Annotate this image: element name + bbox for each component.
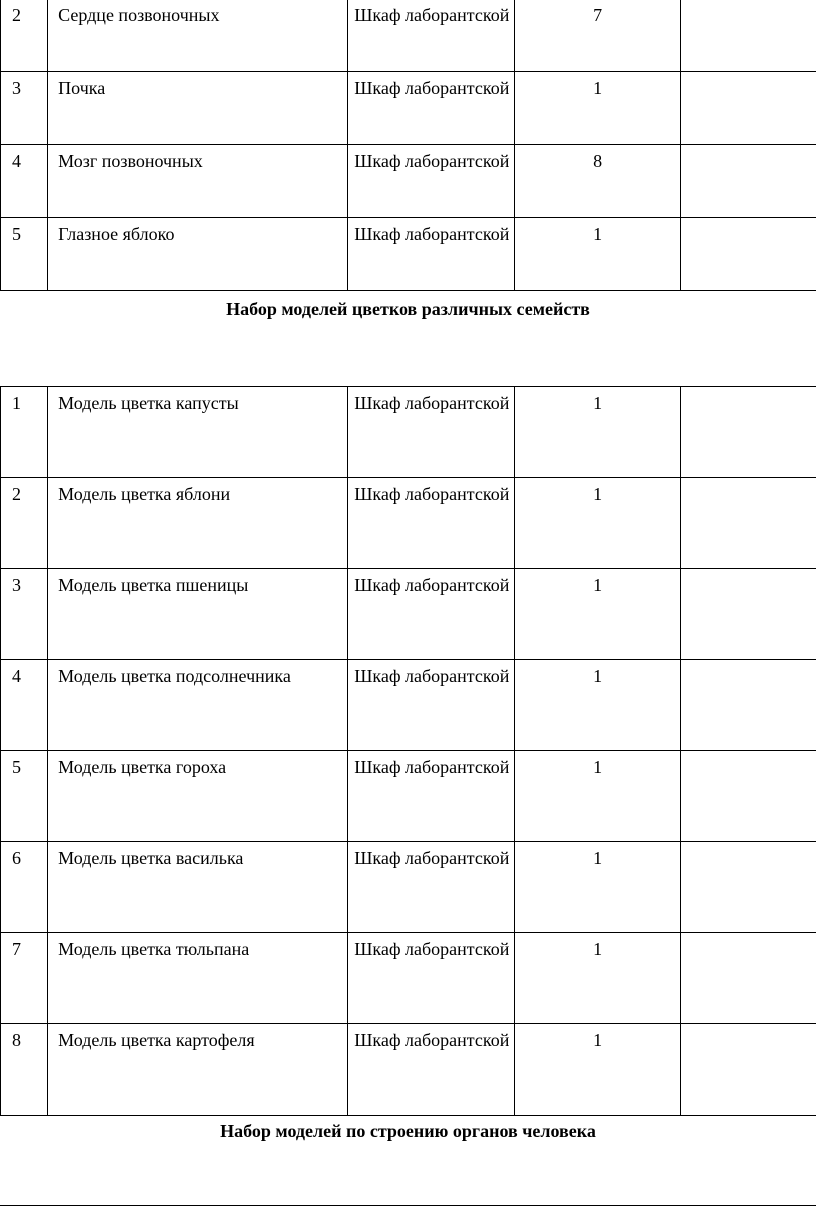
item-name-cell-text: Мозг позвоночных	[58, 151, 203, 171]
note-cell	[681, 569, 816, 660]
note-cell	[681, 933, 816, 1024]
table-row	[1, 387, 816, 478]
note-cell	[681, 387, 816, 478]
quantity-cell	[514, 842, 681, 933]
quantity-cell-text: 7	[593, 5, 603, 25]
section-heading-flower-models: Набор моделей цветков различных семейств	[226, 299, 590, 319]
row-number-cell-text: 8	[12, 1030, 21, 1050]
inventory-table-flower-models	[0, 386, 816, 1116]
item-name-cell	[48, 145, 348, 218]
quantity-cell-text: 1	[593, 484, 603, 504]
note-cell	[681, 0, 816, 72]
row-number-cell	[1, 569, 48, 660]
item-name-cell	[48, 478, 348, 569]
quantity-cell	[514, 751, 681, 842]
row-number-cell-text: 5	[12, 224, 21, 244]
quantity-cell	[514, 0, 681, 72]
item-name-cell-text: Модель цветка тюльпана	[58, 939, 250, 959]
quantity-cell	[514, 387, 681, 478]
storage-location-cell	[348, 660, 515, 751]
storage-location-cell	[348, 842, 515, 933]
note-cell	[681, 842, 816, 933]
quantity-cell-text: 1	[593, 393, 603, 413]
table-row	[1, 751, 816, 842]
item-name-cell	[48, 569, 348, 660]
item-name-cell	[48, 218, 348, 291]
storage-location-cell	[348, 478, 515, 569]
table-row	[1, 0, 816, 72]
item-name-cell	[48, 751, 348, 842]
storage-location-cell	[348, 1024, 515, 1116]
quantity-cell-text: 1	[593, 78, 603, 98]
storage-location-cell-text: Шкаф лаборантской	[354, 484, 510, 504]
table-top-border	[0, 1205, 816, 1206]
table-row	[1, 660, 816, 751]
storage-location-cell-text: Шкаф лаборантской	[354, 848, 510, 868]
note-cell	[681, 218, 816, 291]
table-row	[1, 145, 816, 218]
quantity-cell-text: 1	[593, 666, 603, 686]
row-number-cell-text: 3	[12, 78, 21, 98]
item-name-cell-text: Сердце позвоночных	[58, 5, 220, 25]
item-name-cell-text: Модель цветка гороха	[58, 757, 227, 777]
quantity-cell-text: 1	[593, 575, 603, 595]
item-name-cell-text: Модель цветка яблони	[58, 484, 231, 504]
row-number-cell	[1, 478, 48, 569]
item-name-cell-text: Модель цветка пшеницы	[58, 575, 249, 595]
note-cell	[681, 145, 816, 218]
storage-location-cell	[348, 218, 515, 291]
row-number-cell-text: 6	[12, 848, 21, 868]
row-number-cell-text: 4	[12, 151, 21, 171]
quantity-cell-text: 1	[593, 939, 603, 959]
table-row	[1, 478, 816, 569]
item-name-cell-text: Модель цветка василька	[58, 848, 244, 868]
item-name-cell	[48, 660, 348, 751]
storage-location-cell	[348, 569, 515, 660]
table-row	[1, 1024, 816, 1116]
quantity-cell-text: 8	[593, 151, 603, 171]
item-name-cell-text: Почка	[58, 78, 106, 98]
quantity-cell-text: 1	[593, 757, 603, 777]
quantity-cell	[514, 569, 681, 660]
row-number-cell-text: 1	[12, 393, 21, 413]
quantity-cell	[514, 218, 681, 291]
storage-location-cell-text: Шкаф лаборантской	[354, 151, 510, 171]
item-name-cell-text: Модель цветка капусты	[58, 393, 239, 413]
storage-location-cell-text: Шкаф лаборантской	[354, 666, 510, 686]
note-cell	[681, 660, 816, 751]
item-name-cell	[48, 933, 348, 1024]
note-cell	[681, 72, 816, 145]
quantity-cell-text: 1	[593, 224, 603, 244]
row-number-cell	[1, 145, 48, 218]
row-number-cell-text: 2	[12, 5, 21, 25]
quantity-cell	[514, 933, 681, 1024]
inventory-table-vertebrate-organs	[0, 0, 816, 291]
row-number-cell	[1, 842, 48, 933]
section-heading-human-organ-models: Набор моделей по строению органов человека	[220, 1121, 596, 1141]
row-number-cell	[1, 933, 48, 1024]
quantity-cell-text: 1	[593, 848, 603, 868]
item-name-cell-text: Модель цветка картофеля	[58, 1030, 255, 1050]
storage-location-cell-text: Шкаф лаборантской	[354, 393, 510, 413]
quantity-cell-text: 1	[593, 1030, 603, 1050]
row-number-cell	[1, 0, 48, 72]
storage-location-cell-text: Шкаф лаборантской	[354, 224, 510, 244]
storage-location-cell-text: Шкаф лаборантской	[354, 757, 510, 777]
storage-location-cell	[348, 145, 515, 218]
storage-location-cell	[348, 751, 515, 842]
storage-location-cell	[348, 0, 515, 72]
row-number-cell-text: 3	[12, 575, 21, 595]
row-number-cell	[1, 660, 48, 751]
row-number-cell-text: 5	[12, 757, 21, 777]
row-number-cell	[1, 1024, 48, 1116]
storage-location-cell-text: Шкаф лаборантской	[354, 78, 510, 98]
quantity-cell	[514, 72, 681, 145]
quantity-cell	[514, 660, 681, 751]
row-number-cell	[1, 751, 48, 842]
item-name-cell	[48, 387, 348, 478]
row-number-cell-text: 7	[12, 939, 21, 959]
row-number-cell	[1, 72, 48, 145]
table-row	[1, 218, 816, 291]
item-name-cell	[48, 842, 348, 933]
table-row	[1, 933, 816, 1024]
item-name-cell	[48, 1024, 348, 1116]
note-cell	[681, 478, 816, 569]
inventory-table-body	[1, 0, 816, 291]
table-row	[1, 569, 816, 660]
storage-location-cell	[348, 933, 515, 1024]
row-number-cell-text: 2	[12, 484, 21, 504]
item-name-cell-text: Глазное яблоко	[58, 224, 175, 244]
storage-location-cell	[348, 72, 515, 145]
item-name-cell	[48, 72, 348, 145]
storage-location-cell	[348, 387, 515, 478]
quantity-cell	[514, 1024, 681, 1116]
note-cell	[681, 751, 816, 842]
item-name-cell-text: Модель цветка подсолнечника	[58, 666, 291, 686]
quantity-cell	[514, 478, 681, 569]
storage-location-cell-text: Шкаф лаборантской	[354, 575, 510, 595]
row-number-cell	[1, 387, 48, 478]
storage-location-cell-text: Шкаф лаборантской	[354, 1030, 510, 1050]
storage-location-cell-text: Шкаф лаборантской	[354, 5, 510, 25]
inventory-table-body	[1, 387, 816, 1116]
note-cell	[681, 1024, 816, 1116]
table-row	[1, 842, 816, 933]
item-name-cell	[48, 0, 348, 72]
quantity-cell	[514, 145, 681, 218]
table-row	[1, 72, 816, 145]
storage-location-cell-text: Шкаф лаборантской	[354, 939, 510, 959]
row-number-cell-text: 4	[12, 666, 21, 686]
row-number-cell	[1, 218, 48, 291]
